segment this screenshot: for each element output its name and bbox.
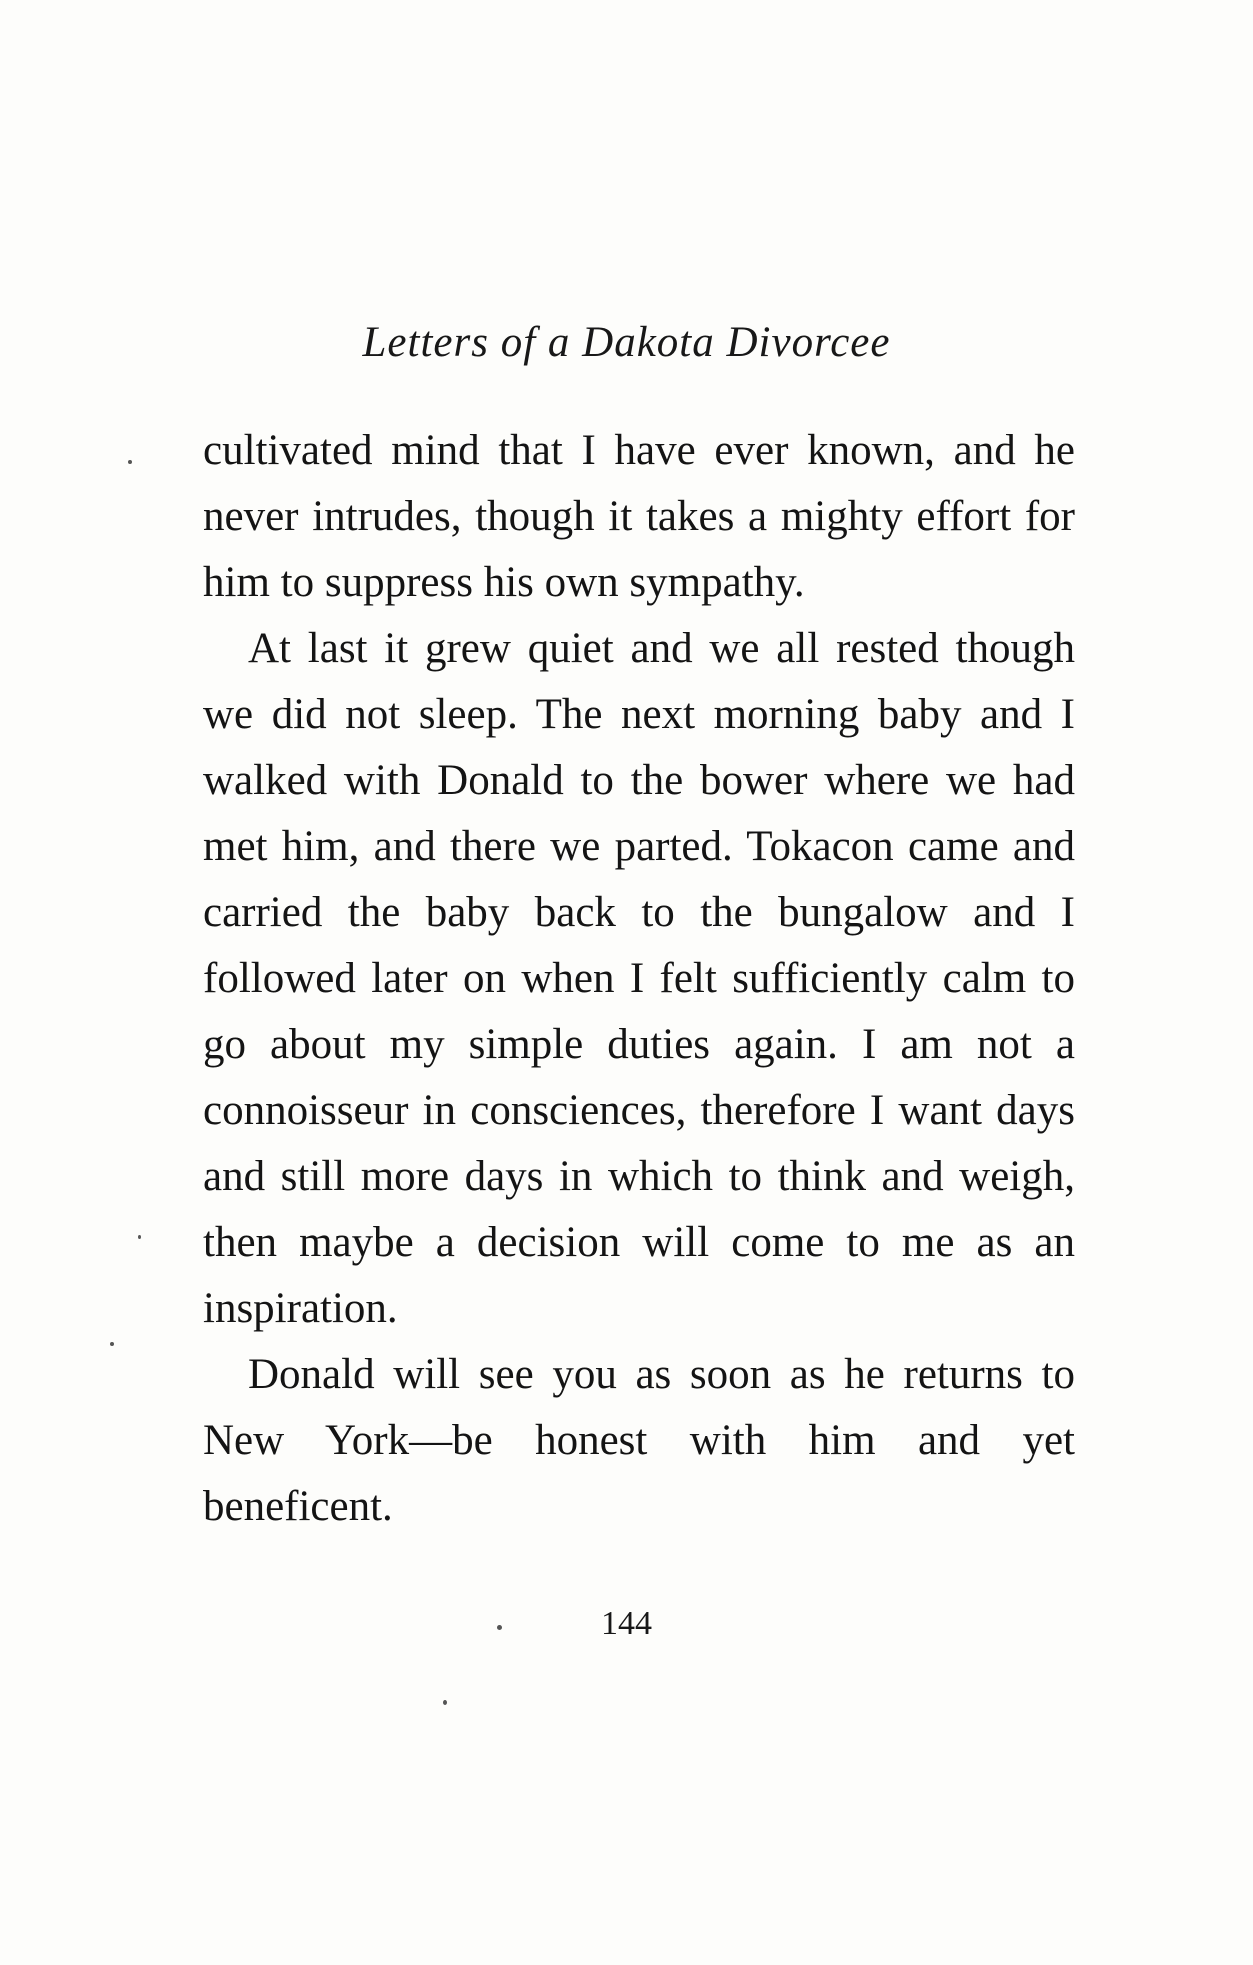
print-speck [128, 460, 132, 464]
page-number: 144 [601, 1605, 652, 1642]
paragraph: Donald will see you as soon as he returns to New York—be honest with him and yet beneficent. [203, 1351, 1075, 1530]
body-text [203, 418, 1075, 1540]
print-speck [497, 1625, 502, 1630]
print-speck [110, 1342, 114, 1346]
paragraph: At last it grew quiet and we all rested though we did not sleep. The next morning baby and I walked with Donald to the bower where we had met him, and there we parted. Tokacon came and carried the baby back to the bungalow and I followed later on when I felt sufficiently calm to go about my simple duties again. I am not a connoisseur in consciences, therefore I want days and still more days in which to think and weigh, then maybe a decision will come to me as an inspiration. [203, 625, 1075, 1332]
print-speck [138, 1235, 141, 1239]
running-head: Letters of a Dakota Divorcee [362, 319, 891, 366]
paragraph: cultivated mind that I have ever known, and he never intrudes, though it takes a mighty effort for him to suppress his own sympathy. [203, 427, 1075, 606]
print-speck [443, 1700, 447, 1705]
